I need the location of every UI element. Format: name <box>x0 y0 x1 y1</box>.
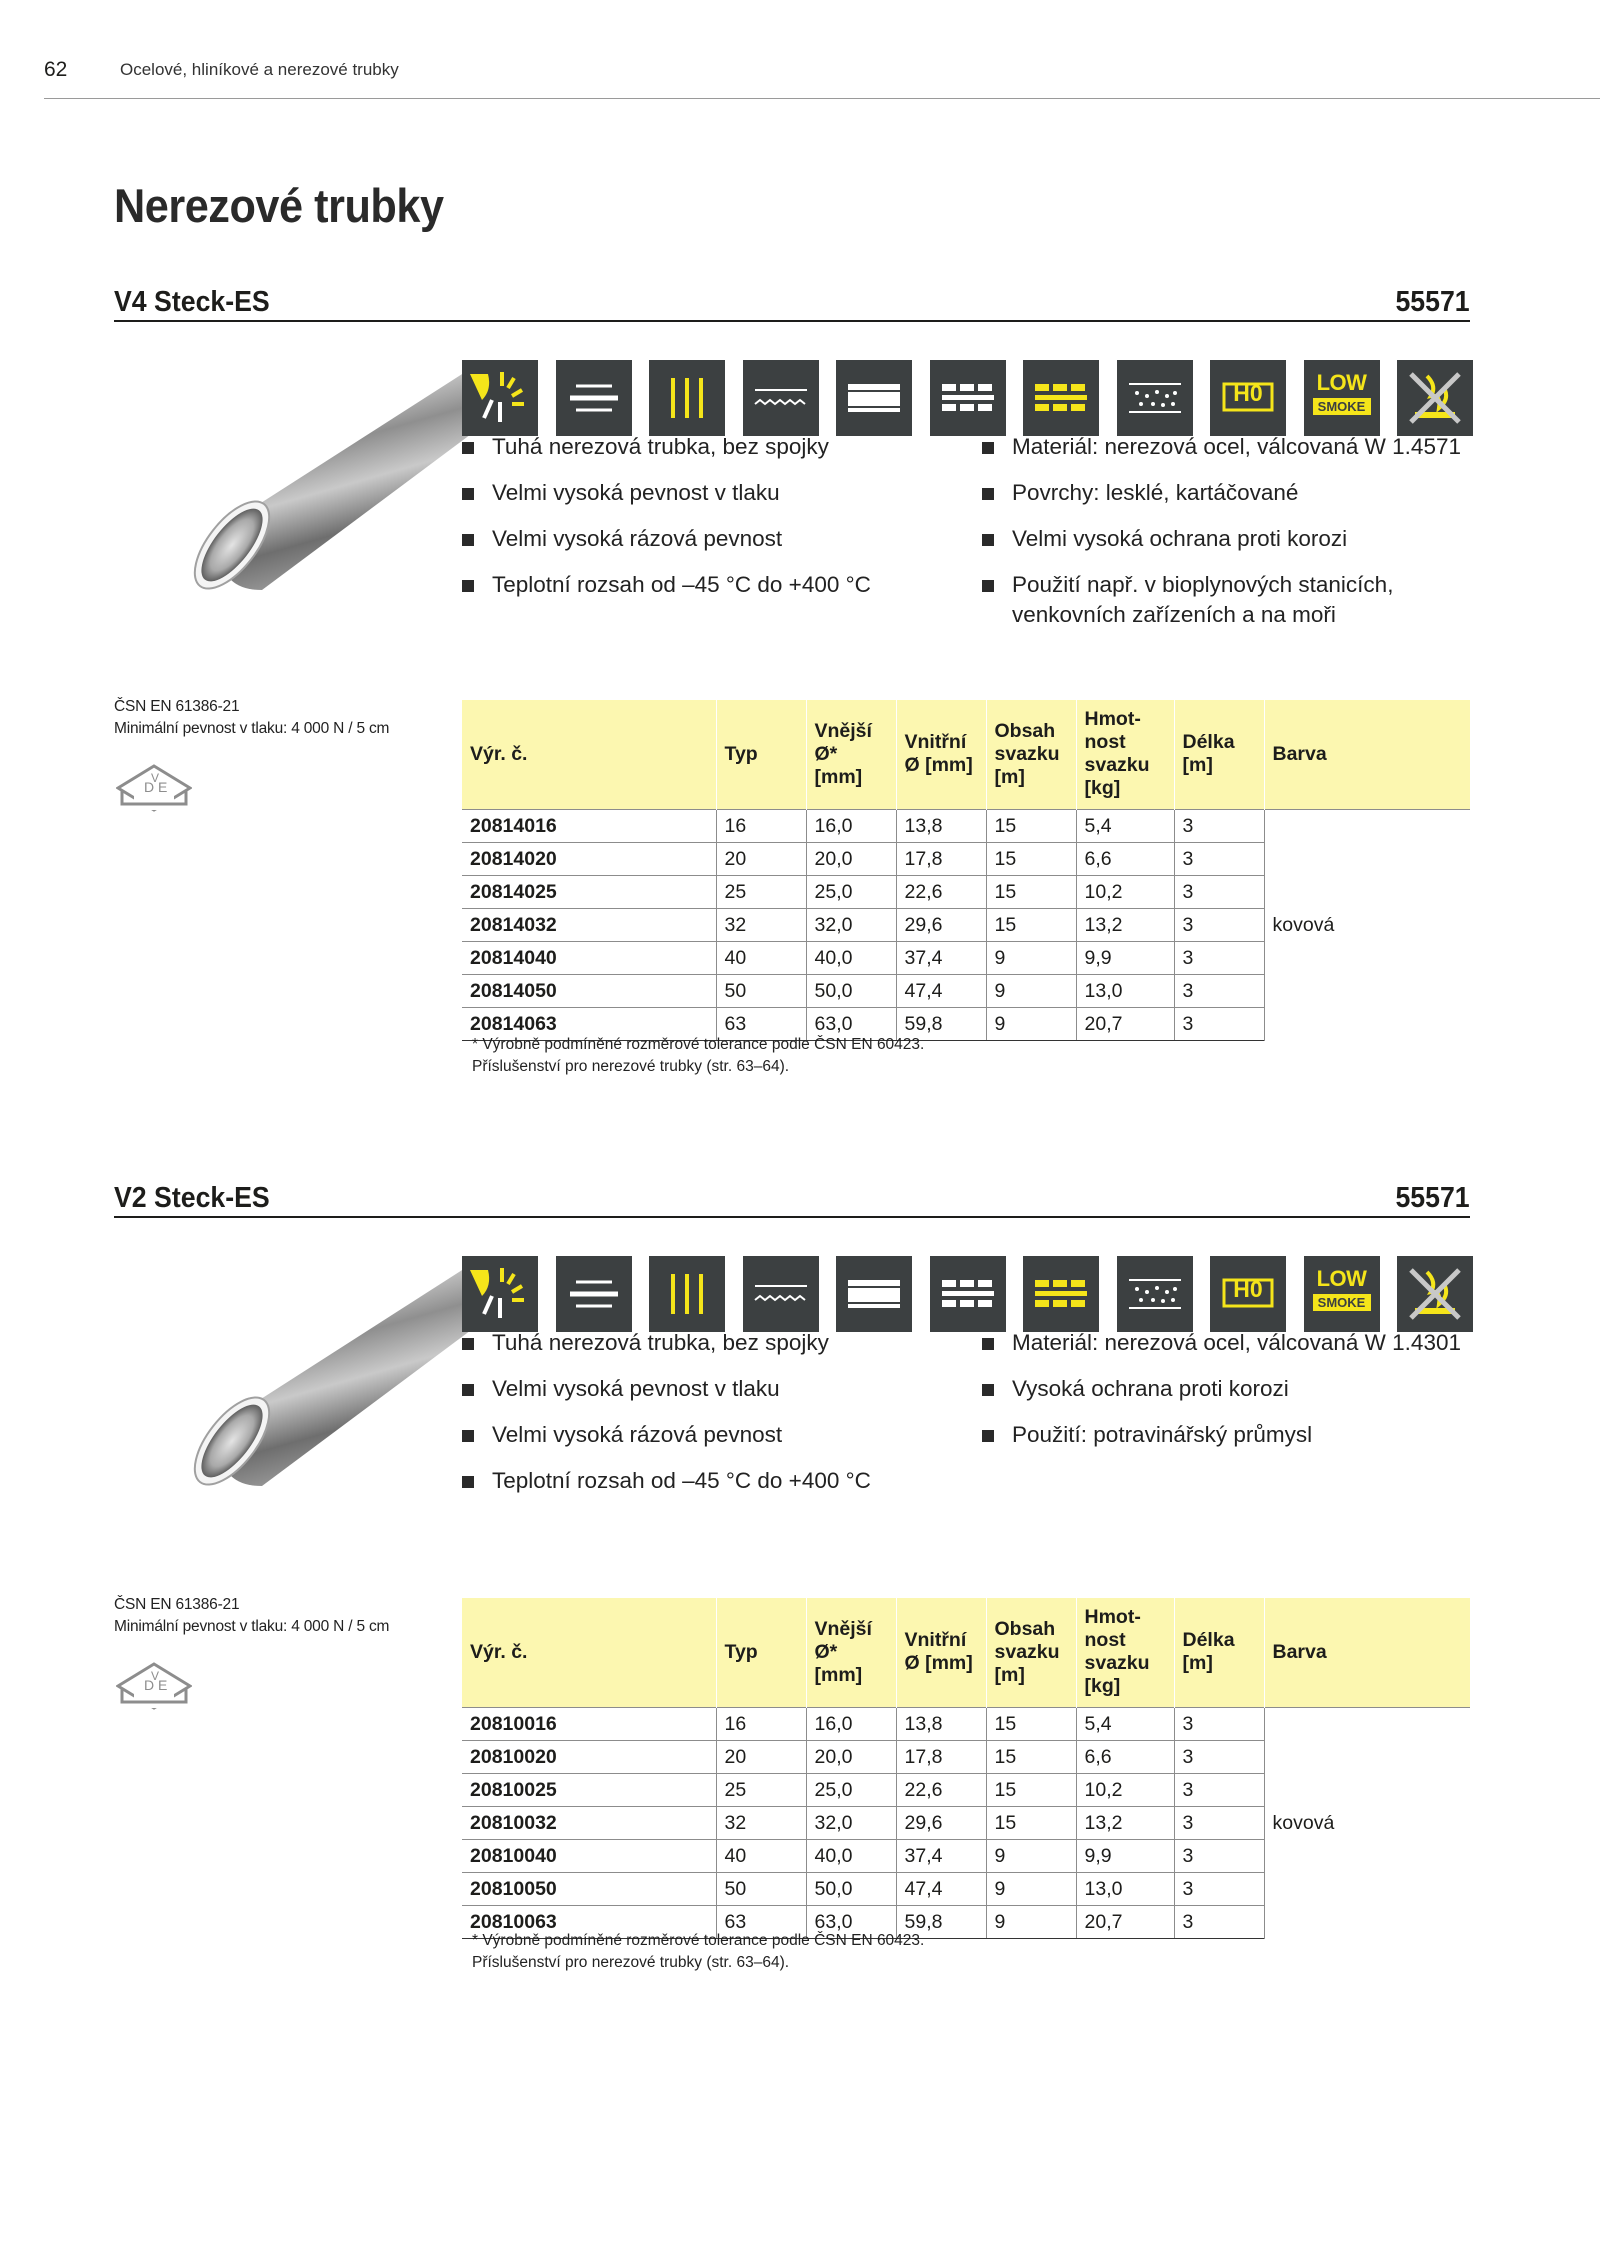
feature-text: Tuhá nerezová trubka, bez spojky <box>492 434 829 459</box>
column-header: Vnitřní Ø [mm] <box>896 1598 986 1707</box>
table-header-row <box>462 1598 1470 1707</box>
bullet-icon <box>462 580 474 592</box>
page-number: 62 <box>44 58 68 81</box>
halogen-free-label: H0 <box>1233 380 1263 406</box>
table-cell: 9,9 <box>1076 941 1174 974</box>
table-cell: 15 <box>986 1707 1076 1740</box>
standard-info <box>114 1594 389 1638</box>
halogen-free-label: H0 <box>1233 1276 1263 1302</box>
table-cell: 3 <box>1174 941 1264 974</box>
table-header-row <box>462 700 1470 809</box>
bullet-icon <box>982 488 994 500</box>
in-masonry-icon <box>930 1256 1006 1332</box>
feature-item <box>462 478 962 508</box>
product-name: V2 Steck-ES <box>114 1182 270 1214</box>
standard-info <box>114 696 389 740</box>
table-cell: 63 <box>716 1905 806 1938</box>
column-header: Výr. č. <box>462 700 716 809</box>
low-smoke-label-1: LOW <box>1316 1266 1367 1291</box>
hollow-wall-icon <box>836 1256 912 1332</box>
feature-item <box>982 524 1472 554</box>
bullet-icon <box>982 1384 994 1396</box>
features-right <box>982 1328 1472 1466</box>
table-cell: 15 <box>986 809 1076 842</box>
column-header: Délka [m] <box>1174 700 1264 809</box>
product-heading <box>114 282 1470 322</box>
article-number: 20814050 <box>462 974 716 1007</box>
property-icons <box>462 360 1470 438</box>
table-cell: 63,0 <box>806 1905 896 1938</box>
product-v2-steck-es <box>114 1178 1470 2008</box>
low-smoke-icon <box>1304 360 1380 436</box>
table-row <box>462 809 1470 842</box>
table-cell: 10,2 <box>1076 1773 1174 1806</box>
table-cell: 50 <box>716 1872 806 1905</box>
feature-item <box>462 432 962 462</box>
surface-mount-icon <box>556 1256 632 1332</box>
in-masonry-icon <box>930 360 1006 436</box>
halogen-free-icon <box>1210 360 1286 436</box>
table-cell: 15 <box>986 1806 1076 1839</box>
table-cell: 3 <box>1174 842 1264 875</box>
feature-text: Velmi vysoká pevnost v tlaku <box>492 480 780 505</box>
hollow-wall-icon <box>836 360 912 436</box>
in-concrete-icon <box>1023 1256 1099 1332</box>
feature-item <box>982 478 1472 508</box>
spec-table <box>462 1598 1470 1939</box>
table-cell: 20,7 <box>1076 1905 1174 1938</box>
bullet-icon <box>982 1430 994 1442</box>
low-smoke-icon <box>1304 1256 1380 1332</box>
table-cell: 15 <box>986 1740 1076 1773</box>
bullet-icon <box>982 442 994 454</box>
table-cell: 15 <box>986 1773 1076 1806</box>
table-cell: 13,2 <box>1076 908 1174 941</box>
page-header <box>44 52 1600 99</box>
product-v4-steck-es <box>114 282 1470 1112</box>
svg-text:D: D <box>144 779 155 795</box>
table-cell: 20,7 <box>1076 1007 1174 1040</box>
footnote <box>472 1930 924 1974</box>
product-name: V4 Steck-ES <box>114 286 270 318</box>
feature-text: Teplotní rozsah od –45 °C do +400 °C <box>492 572 871 597</box>
column-header: Vnější Ø* [mm] <box>806 1598 896 1707</box>
feature-text: Velmi vysoká rázová pevnost <box>492 526 783 551</box>
article-number: 20810050 <box>462 1872 716 1905</box>
table-cell: 22,6 <box>896 1773 986 1806</box>
table-row <box>462 1707 1470 1740</box>
table-cell: 47,4 <box>896 1872 986 1905</box>
feature-item <box>982 1328 1472 1358</box>
column-header: Typ <box>716 700 806 809</box>
table-cell: 3 <box>1174 1707 1264 1740</box>
article-number: 20810032 <box>462 1806 716 1839</box>
feature-item <box>982 1420 1472 1450</box>
bullet-icon <box>462 488 474 500</box>
svg-text:V: V <box>151 771 160 785</box>
table-cell: 15 <box>986 875 1076 908</box>
table-cell: 32 <box>716 908 806 941</box>
bullet-icon <box>462 1430 474 1442</box>
page-title: Nerezové trubky <box>114 179 444 232</box>
features-right <box>982 432 1472 646</box>
feature-text: Materiál: nerezová ocel, válcovaná W 1.4301 <box>1012 1330 1461 1355</box>
table-cell: 13,8 <box>896 1707 986 1740</box>
table-cell: 25 <box>716 1773 806 1806</box>
table-cell: 9 <box>986 941 1076 974</box>
pressure-rating: Minimální pevnost v tlaku: 4 000 N / 5 cm <box>114 720 390 737</box>
table-cell: 3 <box>1174 809 1264 842</box>
vde-mark-icon <box>116 764 192 814</box>
article-number: 20814025 <box>462 875 716 908</box>
table-cell: 20 <box>716 842 806 875</box>
table-cell: 40,0 <box>806 941 896 974</box>
feature-item <box>982 1374 1472 1404</box>
table-cell: 17,8 <box>896 842 986 875</box>
table-cell: 15 <box>986 908 1076 941</box>
table-cell: 20,0 <box>806 842 896 875</box>
accessories-note: Příslušenství pro nerezové trubky (str. 63–64). <box>472 1954 790 1971</box>
feature-item <box>462 524 962 554</box>
article-number: 20814063 <box>462 1007 716 1040</box>
table-cell: 17,8 <box>896 1740 986 1773</box>
table-cell: 9 <box>986 1872 1076 1905</box>
feature-text: Materiál: nerezová ocel, válcovaná W 1.4571 <box>1012 434 1461 459</box>
bullet-icon <box>462 1384 474 1396</box>
product-heading <box>114 1178 1470 1218</box>
table-cell: 47,4 <box>896 974 986 1007</box>
screed-icon <box>1117 360 1193 436</box>
feature-text: Velmi vysoká rázová pevnost <box>492 1422 783 1447</box>
non-flame-icon <box>1397 1256 1473 1332</box>
article-number: 20810016 <box>462 1707 716 1740</box>
table-cell: 22,6 <box>896 875 986 908</box>
table-cell: 16,0 <box>806 809 896 842</box>
table-cell: 3 <box>1174 974 1264 1007</box>
table-cell: 3 <box>1174 1806 1264 1839</box>
table-cell: 13,8 <box>896 809 986 842</box>
uv-resistance-icon <box>462 1256 538 1332</box>
feature-text: Tuhá nerezová trubka, bez spojky <box>492 1330 829 1355</box>
product-code: 55571 <box>1395 286 1470 318</box>
footnote <box>472 1034 924 1078</box>
table-cell: 5,4 <box>1076 809 1174 842</box>
column-header: Typ <box>716 1598 806 1707</box>
feature-item <box>462 570 962 600</box>
column-header: Obsah svazku [m] <box>986 700 1076 809</box>
feature-text: Vysoká ochrana proti korozi <box>1012 1376 1289 1401</box>
table-cell: 25,0 <box>806 1773 896 1806</box>
column-header: Obsah svazku [m] <box>986 1598 1076 1707</box>
feature-item <box>462 1466 962 1496</box>
spec-table <box>462 700 1470 1041</box>
table-cell: 50,0 <box>806 1872 896 1905</box>
in-concrete-icon <box>1023 360 1099 436</box>
column-header: Hmot- nost svazku [kg] <box>1076 700 1174 809</box>
table-cell: 3 <box>1174 1773 1264 1806</box>
feature-item <box>462 1374 962 1404</box>
feature-text: Velmi vysoká pevnost v tlaku <box>492 1376 780 1401</box>
svg-text:V: V <box>151 1669 160 1683</box>
conduit-vertical-icon <box>649 360 725 436</box>
product-code: 55571 <box>1395 1182 1470 1214</box>
feature-item <box>462 1420 962 1450</box>
svg-text:E: E <box>158 1677 168 1693</box>
feature-text: Teplotní rozsah od –45 °C do +400 °C <box>492 1468 871 1493</box>
feature-text: Použití např. v bioplynových stanicích, venkovních zařízeních a na moři <box>1012 572 1394 627</box>
low-smoke-label-2: SMOKE <box>1313 1294 1371 1311</box>
table-cell: 40 <box>716 1839 806 1872</box>
table-cell: 16 <box>716 809 806 842</box>
table-cell: 32,0 <box>806 908 896 941</box>
table-cell: 9 <box>986 1905 1076 1938</box>
table-cell: 3 <box>1174 1740 1264 1773</box>
non-flame-icon <box>1397 360 1473 436</box>
article-number: 20810025 <box>462 1773 716 1806</box>
property-icons <box>462 1256 1470 1334</box>
bullet-icon <box>982 534 994 546</box>
table-cell: 16,0 <box>806 1707 896 1740</box>
column-header: Vnitřní Ø [mm] <box>896 700 986 809</box>
pipe-image <box>166 360 506 610</box>
table-cell: 6,6 <box>1076 842 1174 875</box>
article-number: 20814016 <box>462 809 716 842</box>
svg-text:D: D <box>144 1677 155 1693</box>
table-cell: 6,6 <box>1076 1740 1174 1773</box>
table-cell: 29,6 <box>896 1806 986 1839</box>
table-cell: 3 <box>1174 1839 1264 1872</box>
table-cell: 32,0 <box>806 1806 896 1839</box>
table-cell: 3 <box>1174 1872 1264 1905</box>
table-cell: 13,0 <box>1076 974 1174 1007</box>
table-cell: 16 <box>716 1707 806 1740</box>
table-cell: 29,6 <box>896 908 986 941</box>
standard-code: ČSN EN 61386-21 <box>114 698 240 715</box>
bullet-icon <box>462 1338 474 1350</box>
table-cell: 5,4 <box>1076 1707 1174 1740</box>
table-cell: 20,0 <box>806 1740 896 1773</box>
column-header: Délka [m] <box>1174 1598 1264 1707</box>
table-cell: 50 <box>716 974 806 1007</box>
pressure-rating: Minimální pevnost v tlaku: 4 000 N / 5 cm <box>114 1618 390 1635</box>
table-cell: 15 <box>986 842 1076 875</box>
table-cell: 59,8 <box>896 1905 986 1938</box>
features-left <box>462 432 962 616</box>
standard-code: ČSN EN 61386-21 <box>114 1596 240 1613</box>
table-cell: 37,4 <box>896 941 986 974</box>
table-cell: 13,0 <box>1076 1872 1174 1905</box>
feature-item <box>982 570 1472 630</box>
table-cell: 20 <box>716 1740 806 1773</box>
uv-resistance-icon <box>462 360 538 436</box>
table-cell: 9,9 <box>1076 1839 1174 1872</box>
feature-item <box>462 1328 962 1358</box>
chapter-title: Ocelové, hliníkové a nerezové trubky <box>120 60 399 79</box>
table-cell: 9 <box>986 1007 1076 1040</box>
table-cell: 37,4 <box>896 1839 986 1872</box>
feature-text: Použití: potravinářský průmysl <box>1012 1422 1313 1447</box>
table-cell: 13,2 <box>1076 1806 1174 1839</box>
surface-mount-icon <box>556 360 632 436</box>
conduit-vertical-icon <box>649 1256 725 1332</box>
features-left <box>462 1328 962 1512</box>
svg-text:E: E <box>158 779 168 795</box>
low-smoke-label-1: LOW <box>1316 370 1367 395</box>
bullet-icon <box>982 1338 994 1350</box>
table-cell: 40 <box>716 941 806 974</box>
halogen-free-icon <box>1210 1256 1286 1332</box>
article-number: 20814020 <box>462 842 716 875</box>
feature-text: Velmi vysoká ochrana proti korozi <box>1012 526 1348 551</box>
accessories-note: Příslušenství pro nerezové trubky (str. 63–64). <box>472 1058 790 1075</box>
pipe-image <box>166 1256 506 1506</box>
bullet-icon <box>982 580 994 592</box>
column-header: Barva <box>1264 700 1470 809</box>
bullet-icon <box>462 534 474 546</box>
table-cell: 32 <box>716 1806 806 1839</box>
table-cell: 9 <box>986 1839 1076 1872</box>
article-number: 20810040 <box>462 1839 716 1872</box>
table-cell: 63,0 <box>806 1007 896 1040</box>
article-number: 20810063 <box>462 1905 716 1938</box>
table-cell: 25,0 <box>806 875 896 908</box>
article-number: 20814040 <box>462 941 716 974</box>
low-smoke-label-2: SMOKE <box>1313 398 1371 415</box>
table-cell: 3 <box>1174 908 1264 941</box>
vde-mark-icon <box>116 1662 192 1712</box>
table-cell: 25 <box>716 875 806 908</box>
table-cell: 40,0 <box>806 1839 896 1872</box>
column-header: Výr. č. <box>462 1598 716 1707</box>
tolerance-note: * Výrobně podmíněné rozměrové tolerance podle ČSN EN 60423. <box>472 1932 925 1949</box>
table-cell: 9 <box>986 974 1076 1007</box>
article-number: 20810020 <box>462 1740 716 1773</box>
table-cell: 50,0 <box>806 974 896 1007</box>
colour-cell: kovová <box>1264 809 1470 1040</box>
table-cell: 3 <box>1174 1007 1264 1040</box>
column-header: Hmot- nost svazku [kg] <box>1076 1598 1174 1707</box>
table-cell: 10,2 <box>1076 875 1174 908</box>
in-plaster-icon <box>743 360 819 436</box>
feature-text: Povrchy: lesklé, kartáčované <box>1012 480 1299 505</box>
table-cell: 59,8 <box>896 1007 986 1040</box>
column-header: Barva <box>1264 1598 1470 1707</box>
table-cell: 63 <box>716 1007 806 1040</box>
in-plaster-icon <box>743 1256 819 1332</box>
table-cell: 3 <box>1174 1905 1264 1938</box>
screed-icon <box>1117 1256 1193 1332</box>
table-cell: 3 <box>1174 875 1264 908</box>
tolerance-note: * Výrobně podmíněné rozměrové tolerance podle ČSN EN 60423. <box>472 1036 925 1053</box>
bullet-icon <box>462 442 474 454</box>
feature-item <box>982 432 1472 462</box>
bullet-icon <box>462 1476 474 1488</box>
colour-cell: kovová <box>1264 1707 1470 1938</box>
article-number: 20814032 <box>462 908 716 941</box>
column-header: Vnější Ø* [mm] <box>806 700 896 809</box>
